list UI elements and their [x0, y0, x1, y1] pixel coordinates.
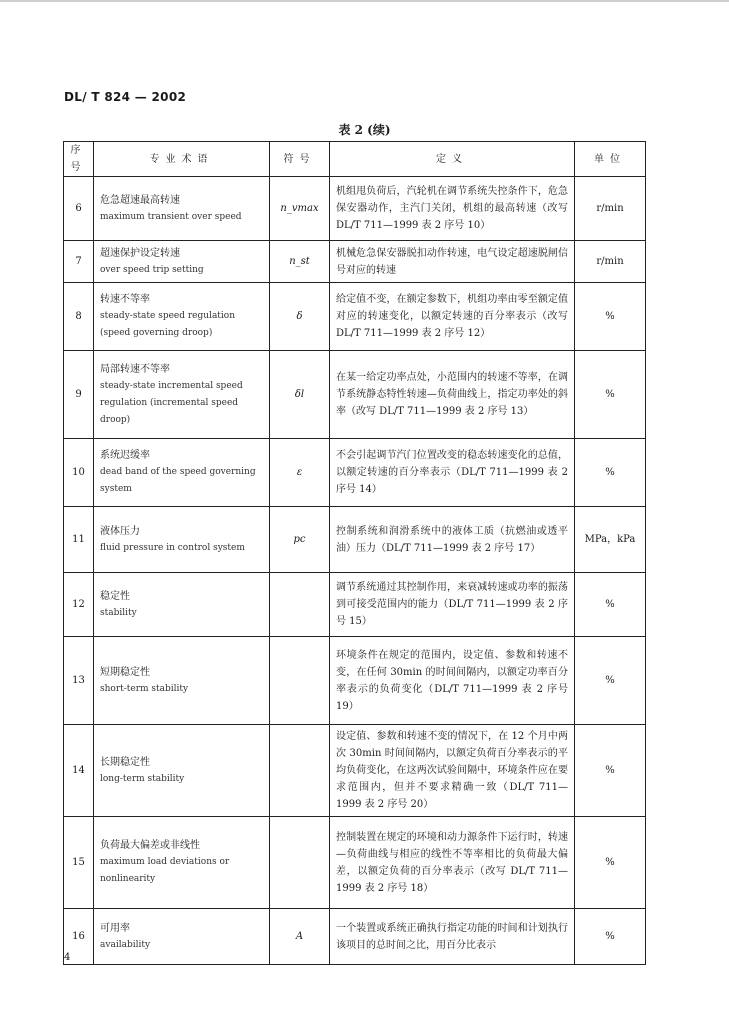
- term-cell: [94, 177, 270, 241]
- term-cell: [94, 637, 270, 725]
- term-en: short-term stability: [100, 683, 189, 694]
- unit-cell: %: [575, 439, 646, 507]
- symbol-cell: n_vmax: [270, 177, 330, 241]
- definition-cell: 机组甩负荷后，汽轮机在调节系统失控条件下，危急保安器动作，主汽门关闭，机组的最高转速（改写 DL/T 711—1999 表 2 序号 10）: [330, 177, 575, 241]
- column-header-no: 序号: [64, 142, 94, 177]
- table-row: [64, 817, 646, 909]
- table-row: [64, 283, 646, 351]
- table-caption: 表 2 (续): [338, 123, 391, 137]
- table-row: [64, 241, 646, 283]
- definition-cell: 调节系统通过其控制作用，来衰减转速或功率的振荡到可接受范围内的能力（DL/T 711—1999 表 2 序号 15）: [330, 573, 575, 637]
- term-en: dead band of the speed governing system: [100, 467, 256, 494]
- term-zh: 短期稳定性: [100, 666, 150, 678]
- table-row: [64, 439, 646, 507]
- symbol-cell: n_st: [270, 241, 330, 283]
- term-zh: 液体压力: [100, 525, 140, 537]
- table-row: [64, 177, 646, 241]
- definition-cell: 设定值、参数和转速不变的情况下，在 12 个月中两次 30min 时间间隔内，以额定负荷百分率表示的平均负荷变化，在这两次试验间隔中，环境条件应在要求范围内，但并不要求精确一致（DL/T 711—1999 表 2 序号 20）: [330, 725, 575, 817]
- definition-cell: 不会引起调节汽门位置改变的稳态转速变化的总值，以额定转速的百分率表示（DL/T 711—1999 表 2 序号 14）: [330, 439, 575, 507]
- term-cell: [94, 351, 270, 439]
- term-en: over speed trip setting: [100, 264, 204, 275]
- definition-cell: 机械危急保安器脱扣动作转速，电气设定超速脱闸信号对应的转速: [330, 241, 575, 283]
- symbol-cell: δl: [270, 351, 330, 439]
- row-number: 9: [64, 351, 94, 439]
- table-row: [64, 637, 646, 725]
- row-number: 6: [64, 177, 94, 241]
- unit-cell: %: [575, 573, 646, 637]
- term-en: steady-state speed regulation (speed governing droop): [100, 311, 236, 338]
- term-zh: 长期稳定性: [100, 756, 150, 768]
- term-cell: [94, 241, 270, 283]
- term-zh: 负荷最大偏差或非线性: [100, 840, 200, 851]
- table-row: [64, 725, 646, 817]
- terms-table: [63, 141, 646, 965]
- term-zh: 稳定性: [100, 590, 130, 602]
- term-zh: 超速保护设定转速: [100, 247, 180, 259]
- page-number: 4: [64, 952, 71, 963]
- term-zh: 转速不等率: [100, 294, 150, 305]
- definition-cell: 一个装置或系统正确执行指定功能的时间和计划执行该项目的总时间之比，用百分比表示: [330, 909, 575, 965]
- term-cell: [94, 507, 270, 573]
- column-header-symbol: 符号: [270, 142, 330, 177]
- term-cell: [94, 439, 270, 507]
- row-number: 10: [64, 439, 94, 507]
- term-zh: 危急超速最高转速: [100, 194, 180, 206]
- unit-cell: %: [575, 351, 646, 439]
- unit-cell: %: [575, 283, 646, 351]
- document-id: DL/ T 824 — 2002: [64, 90, 187, 104]
- term-cell: [94, 283, 270, 351]
- row-number: 12: [64, 573, 94, 637]
- symbol-cell: A: [270, 909, 330, 965]
- term-cell: [94, 909, 270, 965]
- term-zh: 可用率: [100, 922, 130, 934]
- term-en: steady-state incremental speed regulation (incremental speed droop): [100, 380, 243, 425]
- term-en: fluid pressure in control system: [100, 542, 245, 553]
- definition-cell: 控制系统和润滑系统中的液体工质（抗燃油或透平油）压力（DL/T 711—1999 表 2 序号 17）: [330, 507, 575, 573]
- table-row: [64, 573, 646, 637]
- column-header-unit: 单位: [575, 142, 646, 177]
- unit-cell: r/min: [575, 177, 646, 241]
- row-number: 7: [64, 241, 94, 283]
- term-en: long-term stability: [100, 773, 185, 784]
- unit-cell: %: [575, 637, 646, 725]
- row-number: 15: [64, 817, 94, 909]
- symbol-cell: pc: [270, 507, 330, 573]
- symbol-cell: [270, 817, 330, 909]
- row-number: 16: [64, 909, 94, 965]
- table-row: [64, 351, 646, 439]
- unit-cell: %: [575, 817, 646, 909]
- unit-cell: r/min: [575, 241, 646, 283]
- symbol-cell: [270, 573, 330, 637]
- table-row: [64, 507, 646, 573]
- definition-cell: 环境条件在规定的范围内，设定值、参数和转速不变，在任何 30min 的时间间隔内，以额定功率百分率表示的负荷变化（DL/T 711—1999 表 2 序号 19）: [330, 637, 575, 725]
- definition-cell: 在某一给定功率点处，小范围内的转速不等率，在调节系统静态特性转速—负荷曲线上，指定功率处的斜率（改写 DL/T 711—1999 表 2 序号 13）: [330, 351, 575, 439]
- column-header-term: 专业术语: [94, 142, 270, 177]
- symbol-cell: ε: [270, 439, 330, 507]
- term-en: availability: [100, 939, 151, 950]
- term-cell: [94, 573, 270, 637]
- symbol-cell: [270, 637, 330, 725]
- unit-cell: MPa，kPa: [575, 507, 646, 573]
- term-cell: [94, 817, 270, 909]
- row-number: 8: [64, 283, 94, 351]
- definition-cell: 给定值不变，在额定参数下，机组功率由零至额定值对应的转速变化，以额定转速的百分率表示（改写 DL/T 711—1999 表 2 序号 12）: [330, 283, 575, 351]
- symbol-cell: [270, 725, 330, 817]
- row-number: 11: [64, 507, 94, 573]
- row-number: 13: [64, 637, 94, 725]
- scan-edge-line: [0, 0, 729, 2]
- table-header-row: [64, 142, 646, 177]
- term-zh: 系统迟缓率: [100, 450, 150, 461]
- row-number: 14: [64, 725, 94, 817]
- unit-cell: %: [575, 909, 646, 965]
- term-en: maximum load deviations or nonlinearity: [100, 857, 230, 884]
- unit-cell: %: [575, 725, 646, 817]
- definition-cell: 控制装置在规定的环境和动力源条件下运行时，转速—负荷曲线与相应的线性不等率相比的负荷最大偏差，以额定负荷的百分率表示（改写 DL/T 711—1999 表 2 序号 18）: [330, 817, 575, 909]
- symbol-cell: δ: [270, 283, 330, 351]
- term-zh: 局部转速不等率: [100, 363, 170, 375]
- term-cell: [94, 725, 270, 817]
- column-header-definition: 定义: [330, 142, 575, 177]
- table-row: [64, 909, 646, 965]
- term-en: stability: [100, 607, 137, 618]
- term-en: maximum transient over speed: [100, 211, 242, 222]
